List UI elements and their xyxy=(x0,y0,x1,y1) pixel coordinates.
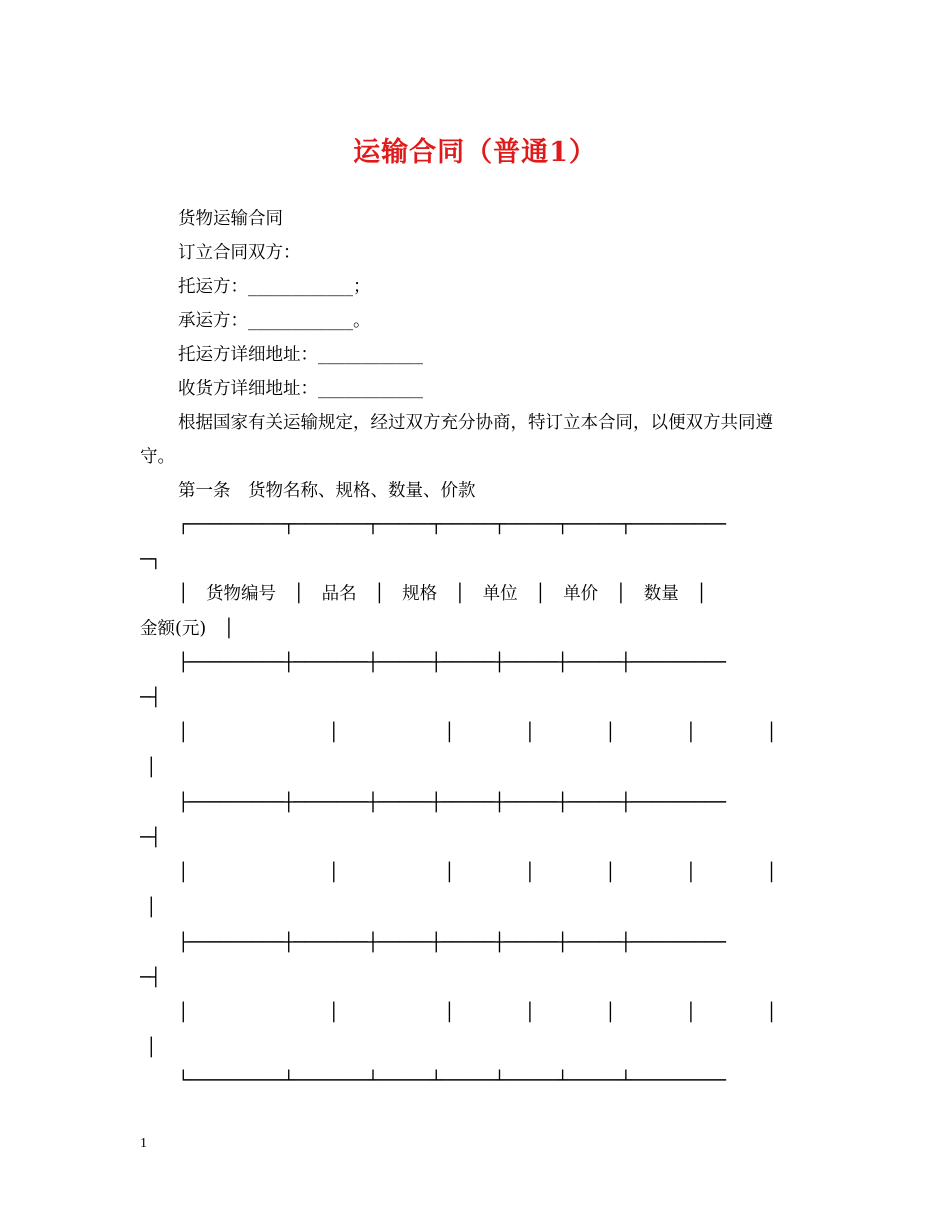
table-empty-row-tail: │ xyxy=(146,898,157,918)
page-number: 1 xyxy=(140,1136,147,1151)
table-empty-row-tail: │ xyxy=(146,1038,157,1058)
table-empty-row: │ │ │ │ │ │ │ xyxy=(178,723,777,743)
table-separator-tail: ─┤ xyxy=(140,968,162,988)
table-separator-tail: ─┤ xyxy=(140,688,162,708)
shipper-address-field: 托运方详细地址：____________ xyxy=(178,345,423,365)
table-separator: ├─────────┼───────┼─────┼─────┼─────┼─────┼───────── xyxy=(178,793,726,813)
table-empty-row: │ │ │ │ │ │ │ xyxy=(178,863,777,883)
preamble-line-1: 根据国家有关运输规定，经过双方充分协商，特订立本合同，以便双方共同遵 xyxy=(178,413,773,433)
table-empty-row-tail: │ xyxy=(146,758,157,778)
document-title: 运输合同（普通1） xyxy=(353,137,597,168)
table-separator: ├─────────┼───────┼─────┼─────┼─────┼─────┼───────── xyxy=(178,933,726,953)
article-1-heading: 第一条 货物名称、规格、数量、价款 xyxy=(178,481,476,501)
table-header-row-tail: 金额(元) │ xyxy=(140,619,235,639)
contract-heading: 货物运输合同 xyxy=(178,209,283,229)
table-separator: ├─────────┼───────┼─────┼─────┼─────┼─────┼───────── xyxy=(178,653,726,673)
table-empty-row: │ │ │ │ │ │ │ xyxy=(178,1003,777,1023)
parties-label: 订立合同双方： xyxy=(178,243,301,263)
table-top-border: ┌─────────┬───────┬─────┬─────┬─────┬─────┬───────── xyxy=(178,515,726,535)
preamble-line-2: 守。 xyxy=(140,447,175,467)
shipper-field: 托运方：____________； xyxy=(178,277,371,297)
consignee-address-field: 收货方详细地址：____________ xyxy=(178,379,423,399)
table-separator-tail: ─┤ xyxy=(140,828,162,848)
table-header-row: │ 货物编号 │ 品名 │ 规格 │ 单位 │ 单价 │ 数量 │ xyxy=(178,584,707,604)
table-bottom-border: └─────────┴───────┴─────┴─────┴─────┴─────┴───────── xyxy=(178,1071,726,1091)
carrier-field: 承运方：____________。 xyxy=(178,311,371,331)
table-top-border-tail: ─┐ xyxy=(140,550,162,570)
